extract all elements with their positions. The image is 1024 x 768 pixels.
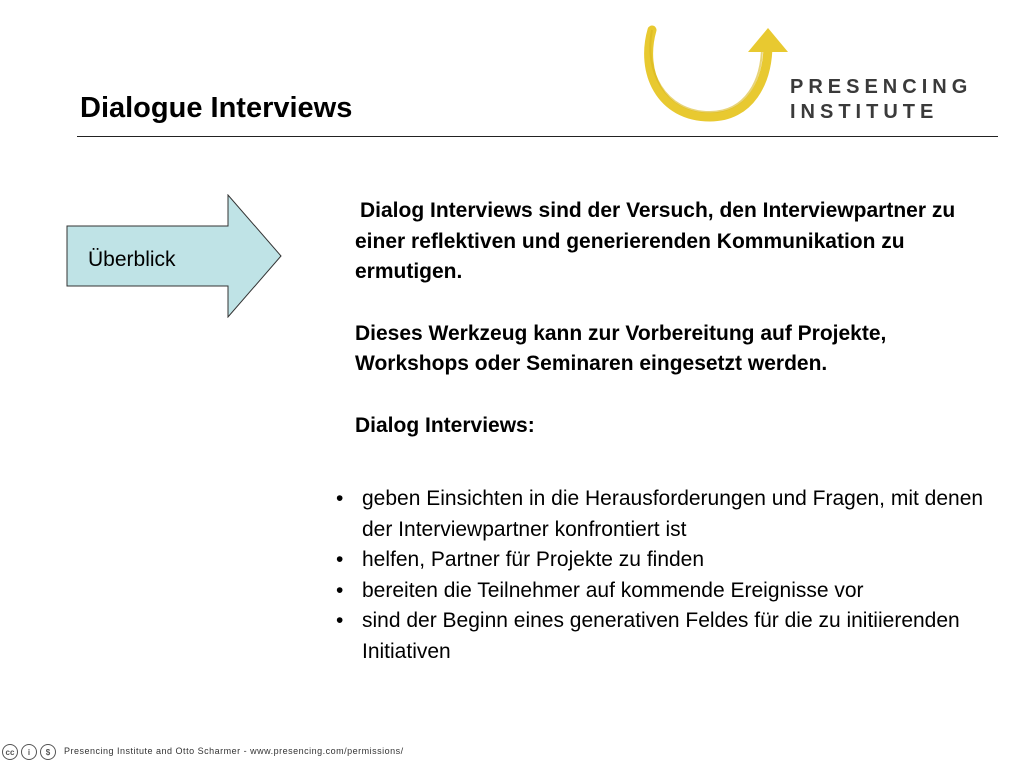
bullet-icon: •	[336, 548, 344, 571]
content-body	[355, 196, 995, 441]
benefits-list	[336, 484, 986, 667]
title-divider	[77, 136, 998, 137]
logo-text-line2: INSTITUTE	[790, 101, 939, 123]
bullet-icon: •	[336, 609, 344, 632]
bullets-heading: Dialog Interviews:	[355, 413, 535, 437]
by-icon[interactable]: i	[21, 744, 37, 760]
intro-paragraph: Dialog Interviews sind der Versuch, den Interviewpartner zu einer reflektiven und generierenden Kommunikation zu ermutigen.	[355, 199, 956, 283]
logo-text-line1: PRESENCING	[790, 76, 973, 98]
license-icons	[2, 744, 56, 760]
bullet-icon: •	[336, 578, 344, 602]
license-footer	[0, 744, 500, 764]
slide-title: Dialogue Interviews	[80, 92, 353, 124]
overview-label: Überblick	[88, 248, 176, 271]
list-item: • bereiten die Teilnehmer auf kommende Ereignisse vor	[336, 576, 986, 607]
tool-paragraph: Dieses Werkzeug kann zur Vorbereitung auf Projekte, Workshops oder Seminaren eingesetzt werden.	[355, 321, 887, 375]
bullet-icon: •	[336, 487, 344, 510]
list-item: • helfen, Partner für Projekte zu finden	[336, 545, 986, 576]
nc-icon[interactable]: $	[40, 744, 56, 760]
list-item: • sind der Beginn eines generativen Feldes für die zu initiierenden Initiativen	[336, 606, 986, 667]
list-item: • geben Einsichten in die Herausforderungen und Fragen, mit denen der Interviewpartner konfrontiert ist	[336, 484, 986, 545]
footer-attribution: Presencing Institute and Otto Scharmer - www.presencing.com/permissions/	[64, 746, 404, 756]
cc-icon[interactable]: cc	[2, 744, 18, 760]
